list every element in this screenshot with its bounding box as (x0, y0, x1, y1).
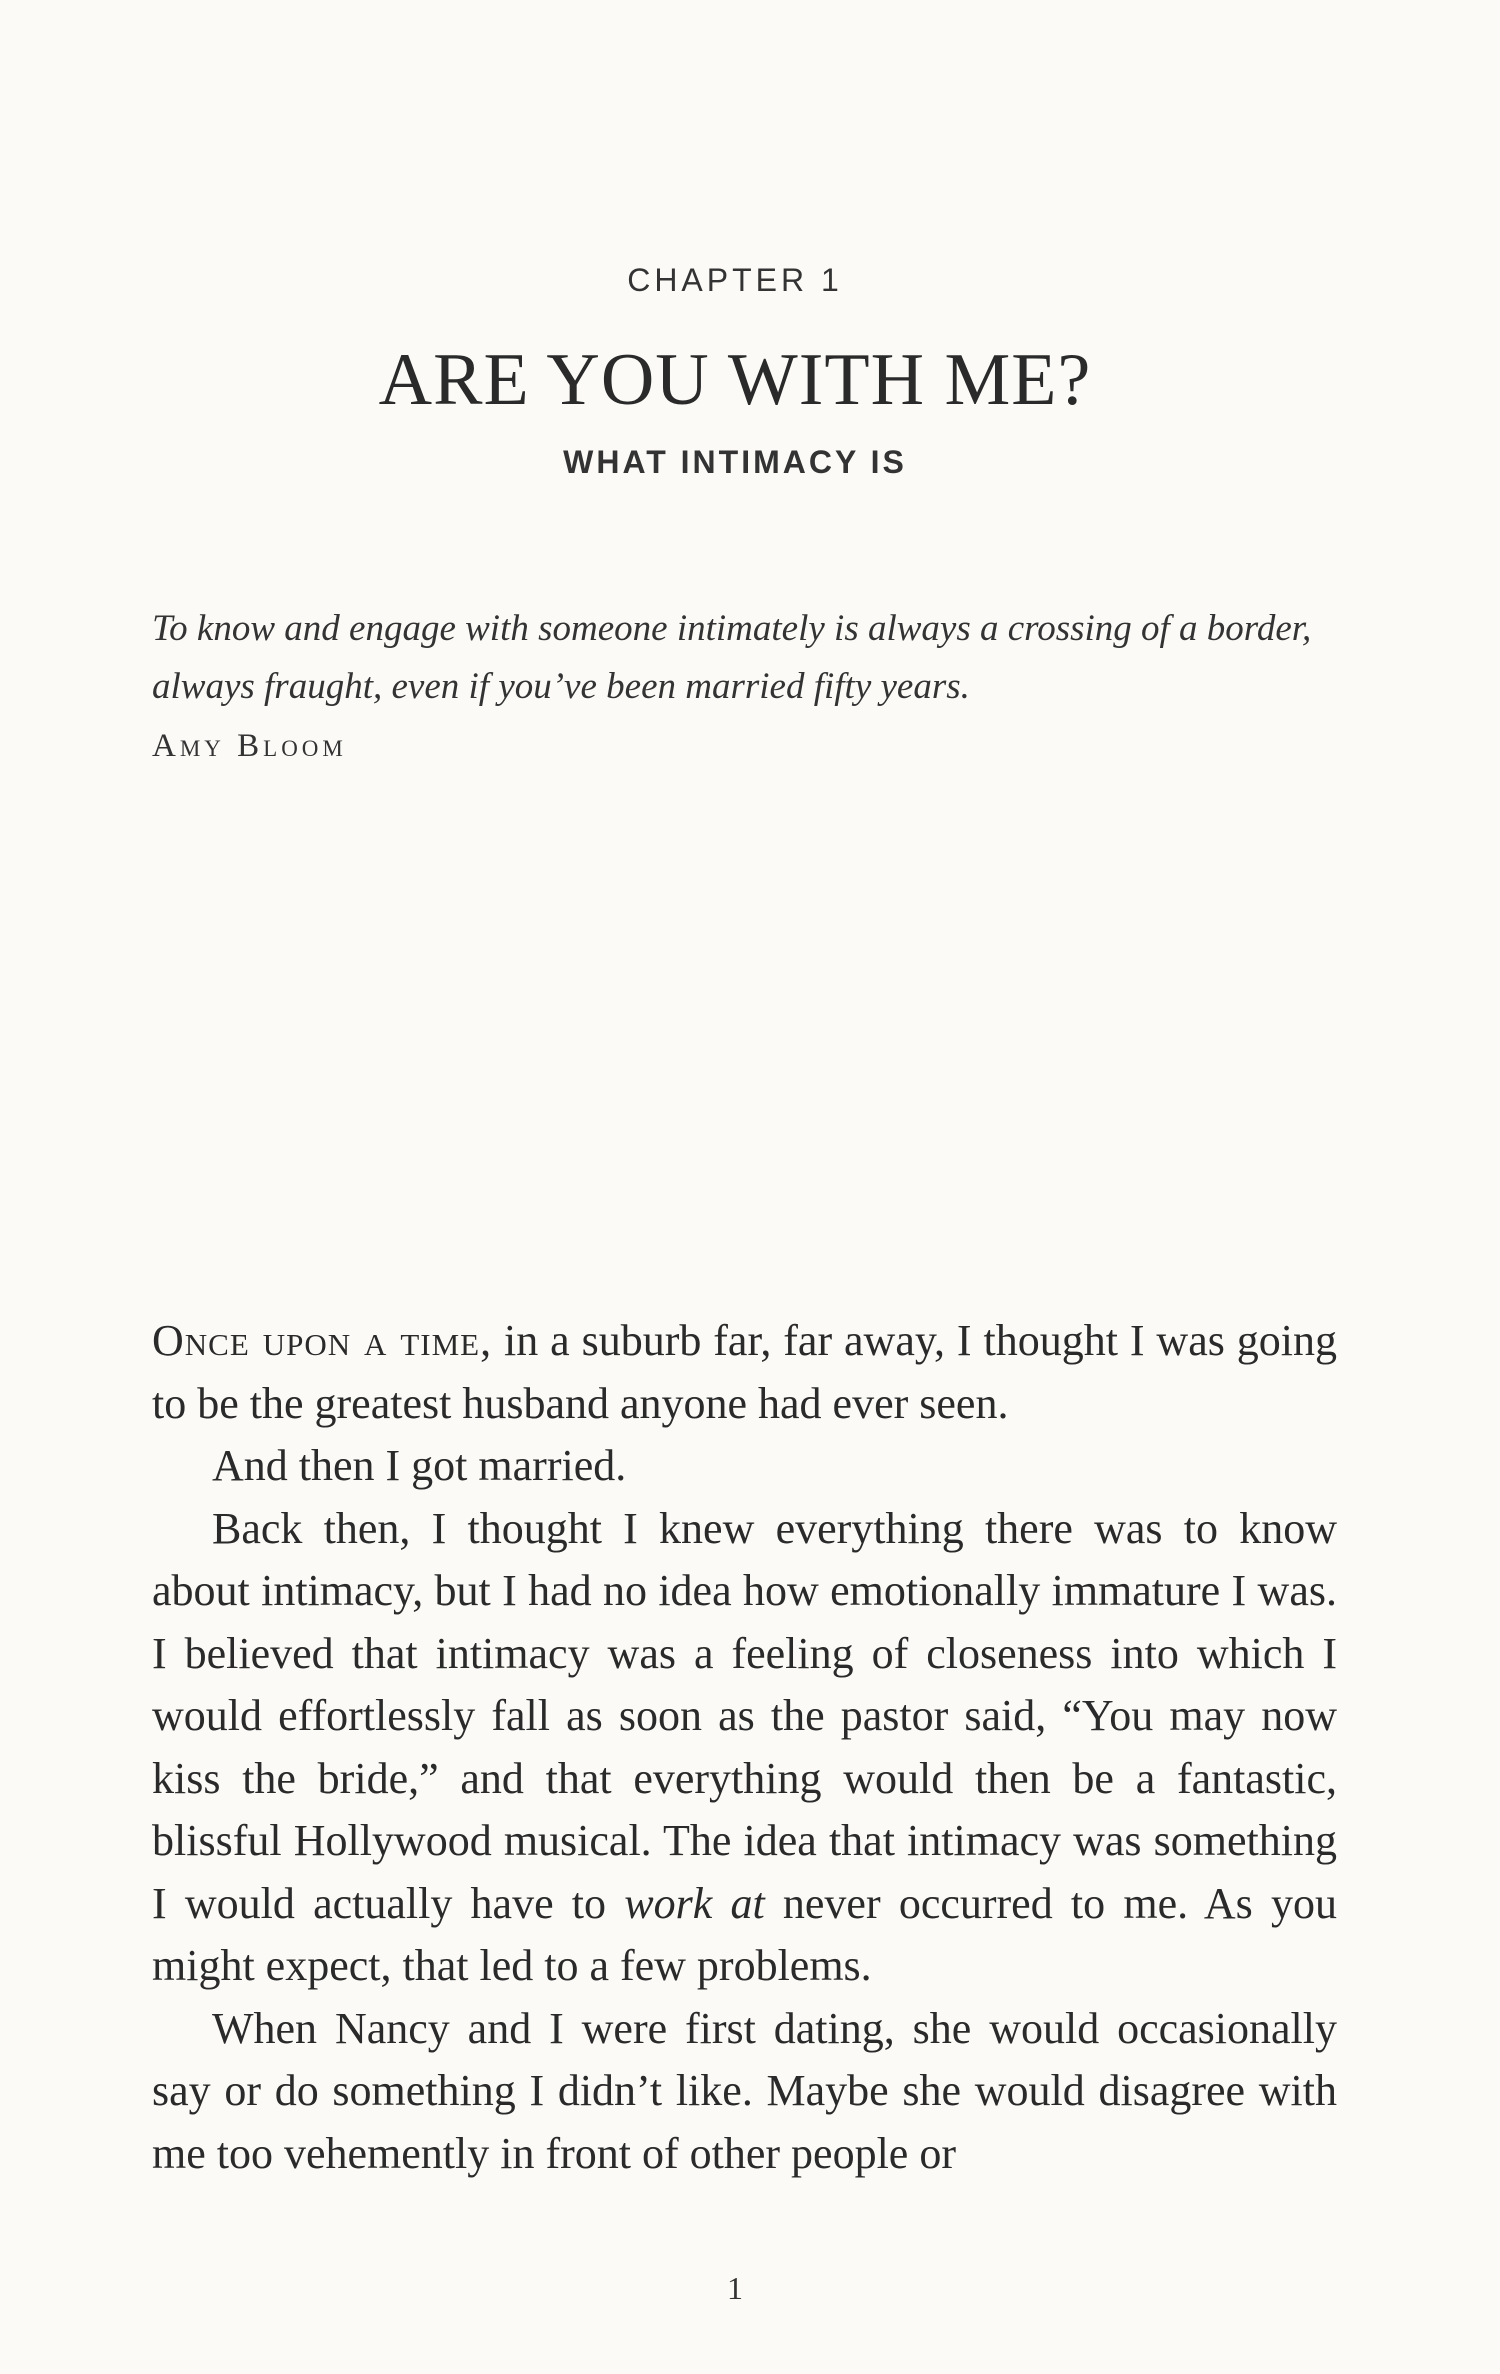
paragraph-3 (152, 1498, 1337, 1998)
paragraph-1 (152, 1310, 1337, 1435)
chapter-title: ARE YOU WITH ME? (378, 339, 1092, 421)
paragraph-3-text-a: Back then, I thought I knew everything there was to know about intimacy, but I had no idea how emotionally immature I was. I believed that intimacy was a feeling of closeness into which I would effortlessly fall as soon as the pastor said, “You may now kiss the bride,” and that everything would then be a fantastic, blissful Hollywood musical. The idea that intimacy was something I would actually have to (152, 1503, 1337, 1928)
epigraph-author: Amy Bloom (152, 728, 347, 764)
paragraph-3-text-b: never occurred to me. As you might expect, that led to a few problems. (152, 1878, 1337, 1990)
paragraph-3-emphasis: work at (624, 1878, 765, 1928)
paragraph-4: When Nancy and I were first dating, she would occasionally say or do something I didn’t like. Maybe she would disagree with me too vehemently in front of other people or (152, 2003, 1337, 2178)
epigraph-quote: To know and engage with someone intimately is always a crossing of a border, always fraught, even if you’ve been married fifty years. (152, 608, 1312, 707)
paragraph-1-text: in a suburb far, far away, I thought I was going to be the greatest husband anyone had ever seen. (152, 1316, 1337, 1428)
chapter-label: CHAPTER 1 (627, 262, 843, 298)
opening-small-caps: Once upon a time, (152, 1316, 493, 1365)
page-number: 1 (727, 2270, 743, 2306)
chapter-subtitle: WHAT INTIMACY IS (563, 444, 907, 480)
body-text (152, 1310, 1337, 2185)
paragraph-2: And then I got married. (212, 1441, 627, 1490)
